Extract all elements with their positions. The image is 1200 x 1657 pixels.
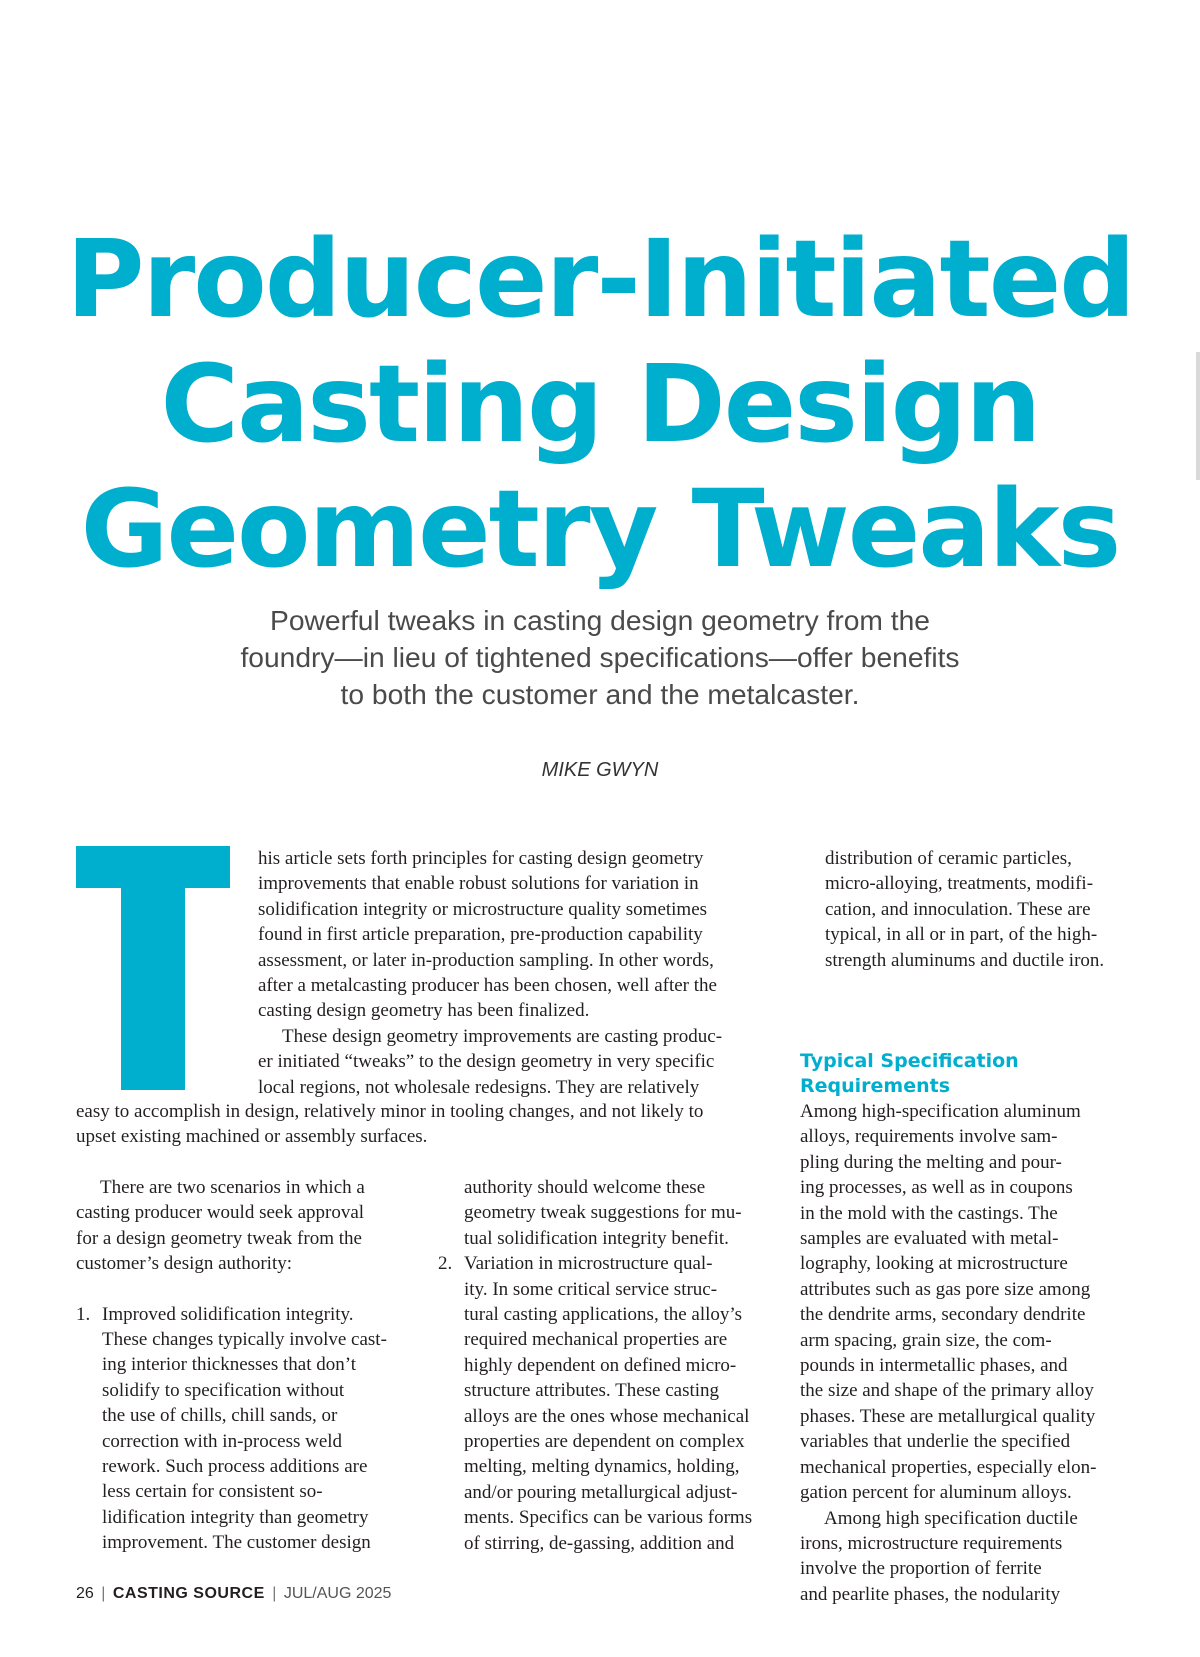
- text-line: Variation in microstructure qual-: [464, 1253, 713, 1275]
- title-line: Producer-Initiated: [66, 218, 1134, 342]
- text-line: tural casting applications, the alloy’s: [464, 1304, 743, 1326]
- text-line: solidification integrity or microstructure quality sometimes: [258, 898, 708, 920]
- text-line: casting producer would seek approval: [76, 1202, 365, 1224]
- text-line: variables that underlie the specified: [800, 1431, 1071, 1453]
- scenario-list-continued: [438, 1251, 752, 1556]
- text-line: easy to accomplish in design, relatively minor in tooling changes, and not likely to: [76, 1101, 704, 1122]
- text-line: melting, melting dynamics, holding,: [464, 1456, 740, 1478]
- list-number: 2.: [438, 1253, 453, 1275]
- text-line: strength aluminums and ductile iron.: [825, 949, 1105, 971]
- body-column-3: [800, 1049, 1096, 1607]
- text-line: phases. These are metallurgical quality: [800, 1405, 1096, 1427]
- body-paragraph: [800, 1506, 1096, 1608]
- text-line: improvement. The customer design: [102, 1532, 371, 1554]
- text-line: typical, in all or in part, of the high-: [825, 924, 1098, 946]
- text-line: Among high-specification aluminum: [800, 1101, 1081, 1122]
- text-line: after a metalcasting producer has been chosen, well after the: [258, 975, 717, 997]
- subhead-line: Requirements: [800, 1075, 951, 1097]
- deck-line: Powerful tweaks in casting design geometry from the: [270, 604, 930, 636]
- body-column-1: [76, 1175, 387, 1556]
- text-line: required mechanical properties are: [464, 1329, 728, 1351]
- text-line: ments. Specifics can be various forms: [464, 1507, 753, 1529]
- section-subhead: [800, 1049, 1096, 1099]
- text-line: lidification integrity than geometry: [102, 1506, 369, 1528]
- text-line: customer’s design authority:: [76, 1253, 293, 1275]
- text-line: geometry tweak suggestions for mu-: [464, 1202, 742, 1224]
- text-line: of stirring, de-gassing, addition and: [464, 1532, 735, 1554]
- text-line: samples are evaluated with metal-: [800, 1228, 1059, 1250]
- footer-separator: |: [272, 1585, 277, 1602]
- text-line: distribution of ceramic particles,: [825, 848, 1072, 869]
- text-line: assessment, or later in-production sampling. In other words,: [258, 949, 714, 971]
- list-item-continuation: [438, 1175, 752, 1251]
- text-line: lography, looking at microstructure: [800, 1253, 1068, 1275]
- deck-line: to both the customer and the metalcaster.: [340, 678, 860, 710]
- intro-paragraph: [258, 846, 722, 1100]
- text-line: in the mold with the castings. The: [800, 1202, 1058, 1224]
- deck-line: foundry—in lieu of tightened specifications—offer benefits: [240, 641, 960, 673]
- text-line: casting design geometry has been finalized.: [258, 1000, 590, 1022]
- intro-paragraph-end: [76, 1099, 703, 1150]
- list-item: [76, 1302, 387, 1556]
- text-line: attributes such as gas pore size among: [800, 1278, 1091, 1300]
- text-line: er initiated “tweaks” to the design geometry in very specific: [258, 1051, 715, 1073]
- text-line: properties are dependent on complex: [464, 1431, 745, 1453]
- text-line: structure attributes. These casting: [464, 1380, 720, 1402]
- text-line: improvements that enable robust solutions for variation in: [258, 873, 699, 895]
- text-line: authority should welcome these: [464, 1177, 706, 1198]
- text-line: alloys are the ones whose mechanical: [464, 1405, 750, 1427]
- text-line: upset existing machined or assembly surfaces.: [76, 1126, 428, 1148]
- title-line: Casting Design: [160, 343, 1040, 467]
- text-line: his article sets forth principles for casting design geometry: [258, 848, 704, 869]
- text-line: tual solidification integrity benefit.: [464, 1227, 729, 1249]
- page-edge-mark: [1196, 352, 1200, 480]
- text-line: local regions, not wholesale redesigns. They are relatively: [258, 1076, 700, 1098]
- page-footer: [76, 1583, 391, 1605]
- footer-separator: |: [101, 1585, 106, 1602]
- body-column-2: [438, 1175, 752, 1556]
- text-line: arm spacing, grain size, the com-: [800, 1329, 1052, 1351]
- byline: MIKE GWYN: [541, 759, 659, 781]
- body-paragraph: [76, 1175, 387, 1277]
- list-number: 1.: [76, 1303, 91, 1325]
- text-line: and pearlite phases, the nodularity: [800, 1583, 1061, 1605]
- text-line: Among high specification ductile: [824, 1507, 1078, 1529]
- text-line: involve the proportion of ferrite: [800, 1558, 1042, 1580]
- text-line: for a design geometry tweak from the: [76, 1227, 362, 1249]
- text-line: pling during the melting and pour-: [800, 1151, 1062, 1173]
- list-item-continuation: [825, 846, 1104, 973]
- text-line: mechanical properties, especially elon-: [800, 1456, 1097, 1478]
- title-line: Geometry Tweaks: [80, 468, 1120, 592]
- text-line: correction with in-process weld: [102, 1430, 343, 1452]
- text-line: These design geometry improvements are casting produc-: [282, 1025, 723, 1047]
- text-line: alloys, requirements involve sam-: [800, 1126, 1058, 1148]
- list-item: [438, 1251, 752, 1556]
- text-line: found in first article preparation, pre-production capability: [258, 924, 703, 946]
- text-line: These changes typically involve cast-: [102, 1329, 387, 1351]
- article-title: [40, 218, 1160, 593]
- publication-name: CASTING SOURCE: [112, 1585, 265, 1602]
- text-line: irons, microstructure requirements: [800, 1532, 1063, 1554]
- text-line: ity. In some critical service struc-: [464, 1278, 718, 1300]
- text-line: micro-alloying, treatments, modifi-: [825, 873, 1094, 895]
- text-line: pounds in intermetallic phases, and: [800, 1355, 1068, 1377]
- text-line: ing interior thicknesses that don’t: [102, 1354, 356, 1376]
- text-line: rework. Such process additions are: [102, 1456, 368, 1478]
- page-number: 26: [76, 1585, 94, 1602]
- text-line: solidify to specification without: [102, 1379, 345, 1401]
- text-line: the size and shape of the primary alloy: [800, 1380, 1094, 1402]
- subhead-line: Typical Specification: [800, 1050, 1019, 1072]
- text-line: the dendrite arms, secondary dendrite: [800, 1304, 1086, 1326]
- text-line: the use of chills, chill sands, or: [102, 1405, 338, 1427]
- text-line: Improved solidification integrity.: [102, 1303, 354, 1325]
- text-line: highly dependent on defined micro-: [464, 1354, 737, 1376]
- issue-date: JUL/AUG 2025: [283, 1585, 392, 1602]
- text-line: ing processes, as well as in coupons: [800, 1177, 1073, 1199]
- scenario-list: [76, 1302, 387, 1556]
- text-line: and/or pouring metallurgical adjust-: [464, 1481, 738, 1503]
- article-deck: [100, 602, 1100, 713]
- text-line: There are two scenarios in which a: [100, 1177, 365, 1198]
- body-paragraph: [800, 1099, 1096, 1506]
- text-line: less certain for consistent so-: [102, 1481, 323, 1503]
- drop-cap: [76, 846, 230, 1090]
- text-line: cation, and innoculation. These are: [825, 898, 1091, 920]
- text-line: gation percent for aluminum alloys.: [800, 1482, 1072, 1504]
